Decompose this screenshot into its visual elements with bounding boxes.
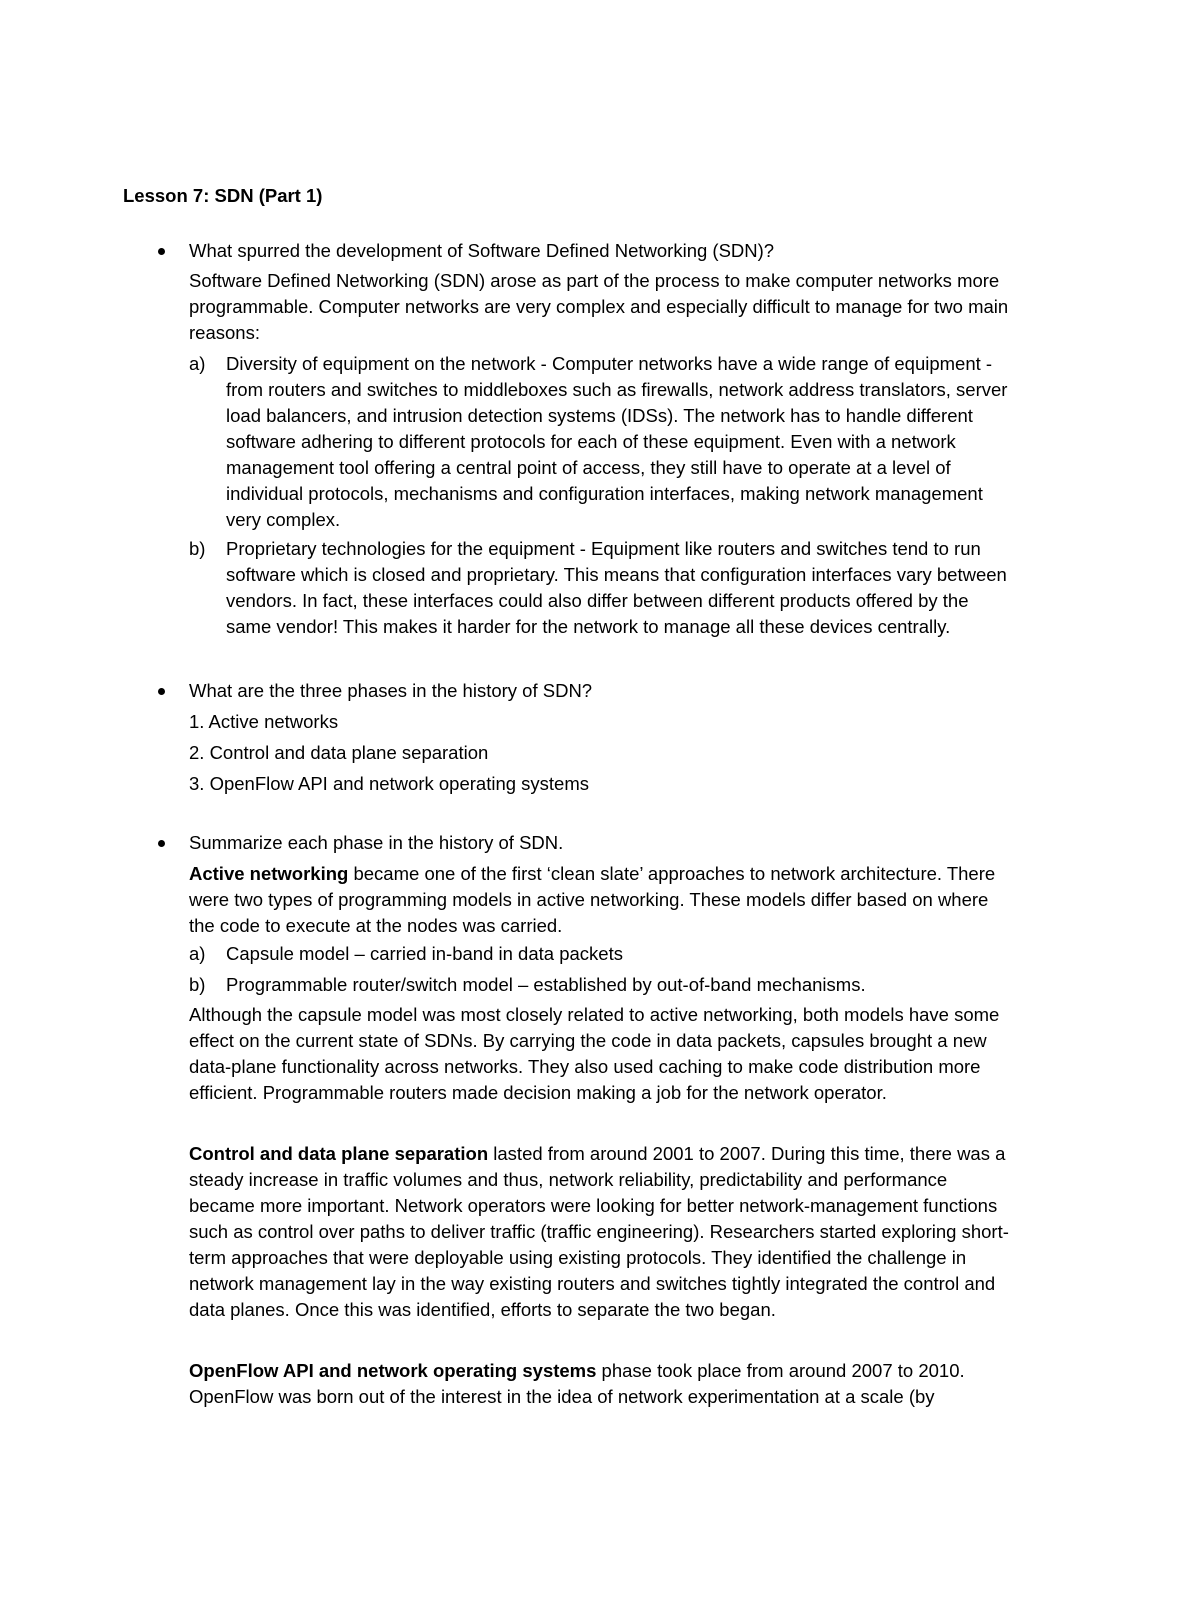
q1-answer-paragraph: Software Defined Networking (SDN) arose as part of the process to make computer networks more programmable. Computer networks are very complex and especially difficult to manage for two main reasons: xyxy=(189,270,1009,343)
list-item-text: Capsule model – carried in-band in data packets xyxy=(226,943,623,964)
question-section-1 xyxy=(123,238,1083,638)
list-item-text: Proprietary technologies for the equipment - Equipment like routers and switches tend to run software which is closed and proprietary. This means that configuration interfaces vary between vendors. In fact, these interfaces could also differ between different products offered by the same vendor! This makes it harder for the network to manage all these devices centrally. xyxy=(226,538,1007,637)
question-2-text: What are the three phases in the history of SDN? xyxy=(189,680,593,701)
list-marker: a) xyxy=(189,943,206,964)
list-item-text: Diversity of equipment on the network - Computer networks have a wide range of equipment - from routers and switches to middleboxes such as firewalls, network address translators, server load balancers, and intrusion detection systems (IDSs). The network has to handle different software adhering to different protocols for each of these equipment. Even with a network management tool offering a central point of access, they still have to operate at a level of individual protocols, mechanisms and configuration interfaces, making network management very complex. xyxy=(226,353,1008,530)
openflow-heading: OpenFlow API and network operating systems xyxy=(189,1360,597,1381)
question-section-3 xyxy=(123,830,1083,1410)
list-item-text: Programmable router/switch model – established by out-of-band mechanisms. xyxy=(226,974,866,995)
question-1-text: What spurred the development of Software Defined Networking (SDN)? xyxy=(189,240,775,261)
bullet-icon xyxy=(158,840,165,847)
phase-item-1: 1. Active networks xyxy=(189,711,339,732)
control-plane-heading: Control and data plane separation xyxy=(189,1143,489,1164)
bullet-icon xyxy=(158,688,165,695)
active-networking-paragraph: Active networking became one of the first ‘clean slate’ approaches to network architecture. There were two types of programming models in active networking. These models differ based on where the code to execute at the nodes was carried. xyxy=(189,863,996,936)
openflow-paragraph: OpenFlow API and network operating systems phase took place from around 2007 to 2010. OpenFlow was born out of the interest in the idea of network experimentation at a scale (by xyxy=(189,1360,965,1407)
list-marker: a) xyxy=(189,353,206,374)
active-networking-heading: Active networking xyxy=(189,863,349,884)
active-networking-followup: Although the capsule model was most closely related to active networking, both models have some effect on the current state of SDNs. By carrying the code in data packets, capsules brought a new data-plane functionality across networks. They also used caching to make code distribution more efficient. Programmable routers made decision making a job for the network operator. xyxy=(189,1004,1000,1103)
question-3-text: Summarize each phase in the history of SDN. xyxy=(189,832,564,853)
document-title: Lesson 7: SDN (Part 1) xyxy=(123,185,323,206)
control-plane-paragraph: Control and data plane separation lasted from around 2001 to 2007. During this time, there was a steady increase in traffic volumes and thus, network reliability, predictability and performance became more important. Network operators were looking for better network-management functions such as control over paths to deliver traffic (traffic engineering). Researchers started exploring short- term approaches that were deployable using existing protocols. They identified the challenge in network management lay in the way existing routers and switches tightly integrated the control and data planes. Once this was identified, efforts to separate the two began. xyxy=(189,1143,1009,1320)
question-section-2 xyxy=(123,678,1083,798)
list-marker: b) xyxy=(189,538,206,559)
list-marker: b) xyxy=(189,974,206,995)
bullet-icon xyxy=(158,248,165,255)
phase-item-3: 3. OpenFlow API and network operating systems xyxy=(189,773,590,794)
phase-item-2: 2. Control and data plane separation xyxy=(189,742,489,763)
